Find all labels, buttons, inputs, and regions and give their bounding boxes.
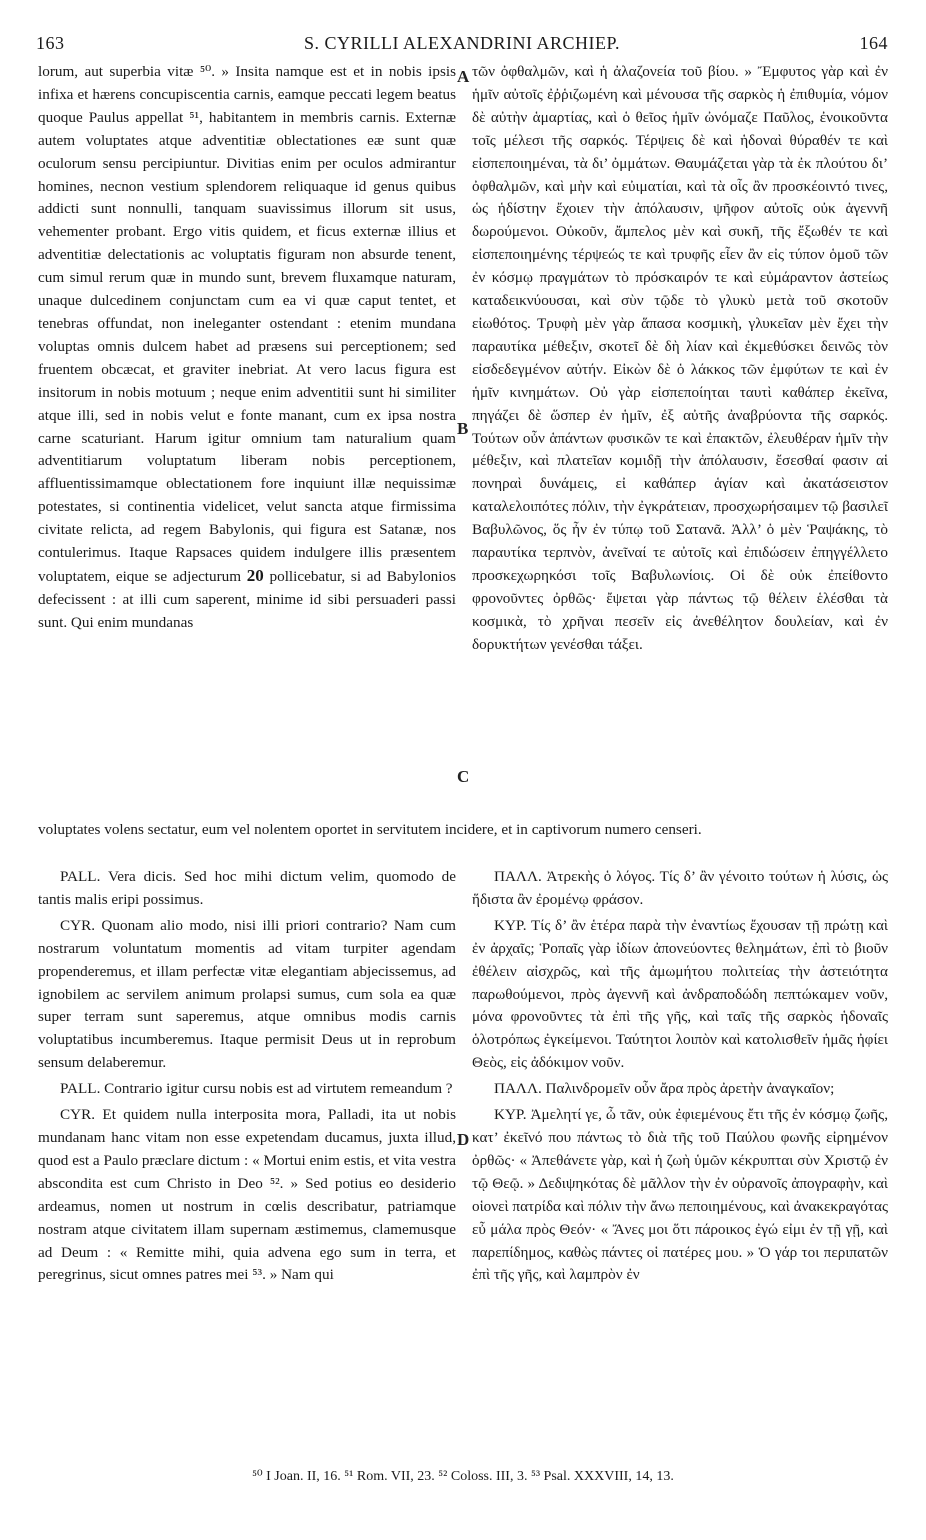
greek-dialogue-paragraph: ΠΑΛΛ. Ἀτρεκὴς ὁ λόγος. Τίς δ’ ἂν γένοιτο τούτων ἡ λύσις, ὡς ἥδιστα ἂν ἐρομένῳ φράσον. [472,868,888,908]
marginal-page-number: 20 [246,565,264,585]
margin-letter-c: C [457,767,470,786]
latin-dialogue [38,866,456,1287]
greek-column-top [472,61,888,657]
margin-letter-d: D [457,1130,470,1149]
latin-column-top [38,61,456,635]
greek-dialogue-paragraph: ΚΥΡ. Ἀμελητί γε, ὦ τᾶν, οὐκ ἐφιεμένους ἔτι τῆς ἐν κόσμῳ ζωῆς, κατ’ ἐκεῖνό που πάντως τὸ διὰ τῆς τοῦ Παύλου φωνῆς εἰρημένον ὀρθῶς· « Ἀπεθάνετε γὰρ, καὶ ἡ ζωὴ ὑμῶν κέκρυπται σὺν Χριστῷ ἐν τῷ Θεῷ. » Δεδιψηκότας δὲ μᾶλλον τὴν ἐν οὐρανοῖς ἀπογραφὴν, καὶ οἱονεὶ πατρίδα καὶ πόλιν τὴν ἄνω πεποιημένους, καὶ ἀνακεκραγότας εὖ μάλα πρὸς Θεόν· « Ἄνες μοι ὅτι πάροικος ἐγώ εἰμι ἐν τῇ γῇ, καὶ παρεπίδημος, καθὼς πάντες οἱ πατέρες μου. » Ὁ γάρ τοι περιπατῶν ἐπὶ τῆς γῆς, καὶ λαμπρὸν ἐν [472,1106,888,1284]
latin-text-end: pollicebatur, si ad Babylonios defecissent : at illi cum saperent, minime id sibi persuaderi passi sunt. Qui enim mundanas [38,567,456,631]
greek-paragraph: τῶν ὀφθαλμῶν, καὶ ἡ ἀλαζονεία τοῦ βίου. » Ἔμφυτος γὰρ καὶ ἐν ἡμῖν αὐτοῖς ἐῤῥιζωμένη καὶ μένουσα τῆς σαρκὸς ἡ ἐπιθυμία, νόμον δὲ αὐτὴν ἁμαρτίας, καὶ ὁ θεῖος ἡμῖν ὠνόμαζε Παῦλος, ἐνοικοῦντα τοῖς μέλεσι τῆς σαρκός. Τέρψεις δὲ καὶ ἡδοναὶ θύραθέν τε καὶ εἰσπεποιημέναι, τὰ δι’ ὀμμάτων. Θαυμάζεται γὰρ τὰ ἐκ πλούτου δι’ ὀφθαλμῶν, καὶ μὴν καὶ εὐιματίαι, καὶ τὰ οἷς ἂν προσκέοιντό τινες, ὡς ἡδίστην ἔχοιεν τὴν ἀπόλαυσιν, ψῆφον αὐτοῖς οὐκ ἀγεννῆ δωρούμενοι. Οὐκοῦν, ἄμπελος μὲν καὶ συκῆ, τῆς ἔξωθέν τε καὶ εἰσπεποιημένης τέρψεώς τε καὶ τρυφῆς εἶεν ἂν εἰς τύπον ὁμοῦ τῶν ἐν κόσμῳ πραγμάτων τὸ πρόσκαιρόν τε καὶ εὐμάραντον ἀστείως καταδεικνύουσαι, καὶ σὺν τῷδε τὸ γλυκὺ μετὰ τοῦ σκοτοῦν εἰωθότος. Τρυφὴ μὲν γὰρ ἅπασα κοσμικὴ, γλυκεῖαν μὲν ἔχει τὴν παραυτίκα μέθεξιν, σκοτεῖ δὲ δὴ λίαν καὶ ἐκμεθύσκει δεινῶς τὸν εἰσδεδεγμένον αὐτήν. Εἰκὼν δὲ ὁ λάκκος τῶν ἐμφύτων τε καὶ ἐν ἡμῖν κινημάτων. Οὐ γὰρ εἰσπεποίηται ταυτὶ καθάπερ ἐκεῖνα, πηγάζει δὲ ὥσπερ ἐν ἡμῖν, ἐξ αὐτῆς ἀναβρύοντα τῆς σαρκός. Τούτων οὖν ἁπάντων φυσικῶν τε καὶ ἐπακτῶν, ἐλευθέραν ἡμῖν τὴν μέθεξιν, καὶ πλατεῖαν κομιδῇ τὴν ἀπόλαυσιν, ἔσεσθαί φασιν αἱ πονηραὶ δυνάμεις, εἰ καθάπερ ἁγίαν καὶ ἀκατάσειστον καταλελοιπότες πόλιν, τὴν ἐγκράτειαν, προσχωρήσαιμεν τῷ βασιλεῖ Βαβυλῶνος, ὅς ἦν ἐν τύπῳ τοῦ Σατανᾶ. Ἀλλ’ ὁ μὲν Ῥαψάκης, τὸ παραυτίκα τερπνὸν, ἀνεῖναί τε αὐτοῖς καὶ ἐπιδώσειν ἐπηγγέλλετο προσκεχωρηκόσι τοῖς Βαβυλωνίοις. Οἱ δὲ οὐκ ἐπείθοντο φρονοῦντες ὀρθῶς· ἔψεται γὰρ πάντως τῷ θέλειν ἑλέσθαι τὰ κοσμικὰ, τὸ χρῆναι πεσεῖν εἰς ἀνεθέλητον δουλείαν, καὶ ἐν δορυκτήτων γενέσθαι τάξει. [472,63,888,653]
running-title: S. CYRILLI ALEXANDRINI ARCHIEP. [303,33,620,53]
greek-dialogue-paragraph: ΚΥΡ. Τίς δ’ ἂν ἑτέρα παρὰ τὴν ἐναντίως ἔχουσαν τῇ πρώτῃ καὶ ἐν ἀρχαῖς; Ῥοπαῖς γὰρ ἰδίων ἀπονεύοντες θελημάτων, ἐπὶ τὸ βιοῦν ἐθέλειν αἰσχρῶς, καὶ τῆς ἀμωμήτου πολιτείας τὴν ἀστειότητα παρωθούμενοι, πρὸς ἀγεννῆ καὶ ἀνδραποδώδη πεπτώκαμεν νοῦν, μόνα φρονοῦντες τὰ ἐπὶ τῆς γῆς, καὶ ταῖς τῆς σαρκὸς ἡδοναῖς ὁλοτρόπως ἐγκείμενοι. Ταύτητοι λοιπὸν καὶ κατολισθεῖν ἡμᾶς ἠφίει Θεὸς, εἰς ἀδόκιμον νοῦν. [472,916,888,1072]
latin-dialogue-paragraph: CYR. Et quidem nulla interposita mora, Palladi, ita ut nobis mundanam hanc vitam non esse expetendam ducamus, juxta illud, quod est a Paulo præclare dictum : « Mortui enim estis, et vita vestra abscondita est cum Christo in Deo ⁵². » Sed potius eo desiderio ardeamus, nomen ut nostrum in cœlis describatur, patriamque nostram atque civitatem illam supernam æstimemus, clamemusque ad Deum : « Remitte mihi, quia advena ego sum in terra, et peregrinus, sicut omnes patres mei ⁵³. » Nam qui [38,1106,456,1284]
latin-dialogue-paragraph: CYR. Quonam alio modo, nisi illi priori contrario? Nam cum nostrarum voluntatum momentis ad vitam turpiter agendam propenderemus, et illam perfectæ vitæ elegantiam abjecissemus, ad ignobilem ac servilem animum prolapsi sumus, cum sola ea quæ super terram sunt saperemus, atque omnibus modis carnis voluptatibus incumberemus. Itaque permisit Deus ut in reprobum sensum delaberemur. [38,916,456,1072]
greek-dialogue [472,866,888,1287]
latin-paragraph [38,61,456,635]
latin-dialogue-paragraph: PALL. Vera dicis. Sed hoc mihi dictum velim, quomodo de tantis malis eripi possimus. [38,868,456,908]
latin-continuation: voluptates volens sectatur, eum vel nolentem oportet in servitutem incidere, et in captivorum numero censeri. [38,821,702,838]
running-header [36,33,888,57]
page-number-left: 163 [36,33,65,53]
latin-dialogue-paragraph: PALL. Contrario igitur cursu nobis est ad virtutem remeandum ? [60,1080,453,1098]
page-number-right: 164 [859,33,888,53]
latin-text: lorum, aut superbia vitæ ⁵⁰. » Insita namque est et in nobis ipsis infixa et hærens concupiscentia carnis, eamque peccati legem beatus quoque Paulus appellat ⁵¹, habitantem in membris carnis. Externæ autem voluptates atque adventitiæ oblectationes eæ sunt quæ oculorum sensu percipiuntur. Divitias enim per oculos admirantur homines, necnon vestium splendorem reliquaque id genus quibus addicti sunt nonnulli, tanquam suavissimus illorum sit usus, vehementer probant. Ergo vitis quidem, et ficus externæ illius et adventitiæ delectationis ac voluptatis figuram non absurde tenent, cum simul rerum quæ in mundo sunt, brevem fluxamque naturam, unaque dulcedinem conjunctam cum ea vi quæ caput tentet, et tenebras offundat, non ineleganter ostendant : etenim mundana voluptas omnis dulcem habet ad præsens sui perceptionem; sed fruentem obcæcat, et graviter inebriat. At vero lacus figura est insitorum in nobis motuum ; neque enim adventitii sunt hi similiter atque illi, sed in nobis velut e fonte manant, cum ex ipsa nostra carne scaturiant. Harum igitur omnium tam naturalium quam adventitiarum voluptatum liberam nobis perceptionem, affluentissimamque oblectationem fore inquiunt illæ nequissimæ potestates, si continentia videlicet, velut sancta atque firmissima civitate relicta, ad regem Babylonis, qui figura est Satanæ, nos contulerimus. Itaque Rapsaces quidem indulgere illis præsentem voluptatem, eique se adjecturum [38,63,456,585]
footnotes: ⁵⁰ I Joan. II, 16. ⁵¹ Rom. VII, 23. ⁵² Coloss. III, 3. ⁵³ Psal. XXXVIII, 14, 13. [252,1469,674,1484]
margin-letter-b: B [457,419,469,438]
margin-letter-a: A [457,67,470,86]
greek-dialogue-paragraph: ΠΑΛΛ. Παλινδρομεῖν οὖν ἄρα πρὸς ἀρετὴν ἀναγκαῖον; [494,1080,835,1098]
